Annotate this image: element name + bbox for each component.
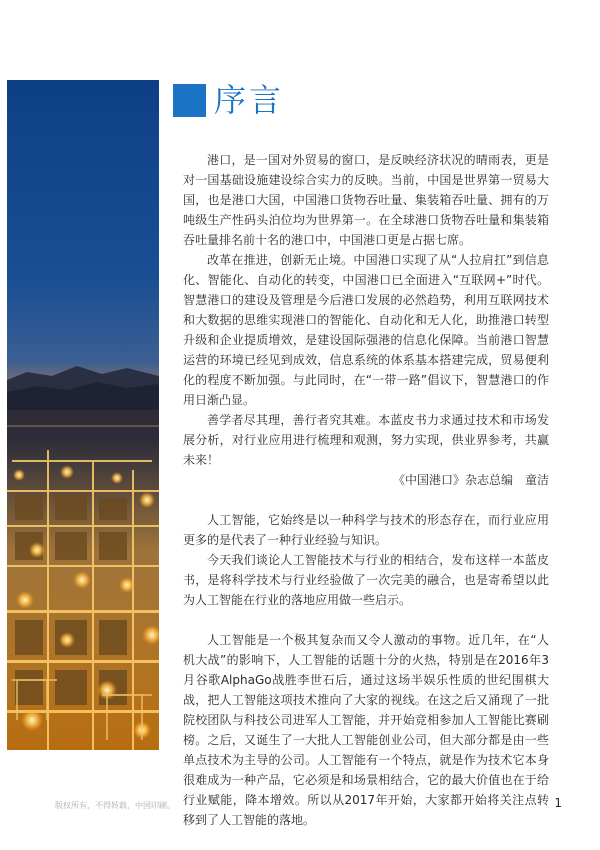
signature: 《中国港口》杂志总编 童洁	[392, 473, 549, 487]
paragraph: 人工智能是一个极其复杂而又令人激动的事物。近几年，在“人机大战”的影响下，人工智能的话题十分的火热，特别是在2016年3月谷歌AlphaGo战胜李世石后，通过这场半娱乐性质的世纪围棋大战，把人工智能这项技术推向了大家的视线。在这之后又涌现了一批院校团队与科技公司进军人工智能，并开始竞相参加人工智能比赛刷榜。之后，又诞生了一大批人工智能创业公司，但大部分都是由一些单点技术为主导的公司。人工智能有一个特点，就是作为技术它本身很难成为一种产品，它必须是和场景相结合，它的最大价值也在于给行业赋能，降本增效。所以从2017年开始，大家都开始将关注点转移到了人工智能的落地。	[183, 633, 549, 827]
page-heading	[173, 80, 284, 120]
paragraph: 改革在推进，创新无止境。中国港口实现了从“人拉肩扛”到信息化、智能化、自动化的转变，中国港口已全面进入“互联网+”时代。智慧港口的建设及管理是今后港口发展的必然趋势，利用互联网技术和大数据的思维实现港口的智能化、自动化和无人化，助推港口转型升级和企业提质增效，是建设国际强港的信息化保障。当前港口智慧运营的环境已经见到成效，信息系统的体系基本搭建完成，贸易便利化的程度不断加强。与此同时，在“一带一路”倡议下，智慧港口的作用日渐凸显。	[183, 253, 549, 407]
cover-photo-port-night	[7, 80, 159, 750]
section-gap	[183, 490, 549, 510]
page-number: 1	[554, 796, 562, 810]
copyright-note: 版权所有，不得转载，中国印刷。	[55, 801, 175, 810]
page-title: 序言	[214, 81, 285, 119]
paragraph: 今天我们谈论人工智能技术与行业的相结合，发布这样一本蓝皮书，是将科学技术与行业经验做了一次完美的融合，也是寄希望以此为人工智能在行业的落地应用做一些启示。	[183, 553, 549, 607]
heading-accent-square	[173, 84, 206, 117]
section-gap	[183, 610, 549, 630]
paragraph: 港口，是一国对外贸易的窗口，是反映经济状况的晴雨表，更是对一国基础设施建设综合实力的反映。当前，中国是世界第一贸易大国，也是港口大国，中国港口货物吞吐量、集装箱吞吐量、拥有的万吨级生产性码头泊位均为世界第一。在全球港口货物吞吐量和集装箱吞吐量排名前十名的港口中，中国港口更是占据七席。	[183, 153, 549, 247]
paragraph: 善学者尽其理，善行者究其难。本蓝皮书力求通过技术和市场发展分析，对行业应用进行梳理和观测，努力实现，供业界参考，共赢未来！	[183, 413, 549, 467]
main-text	[183, 150, 549, 830]
paragraph: 人工智能，它始终是以一种科学与技术的形态存在，而行业应用更多的是代表了一种行业经验与知识。	[183, 513, 549, 547]
